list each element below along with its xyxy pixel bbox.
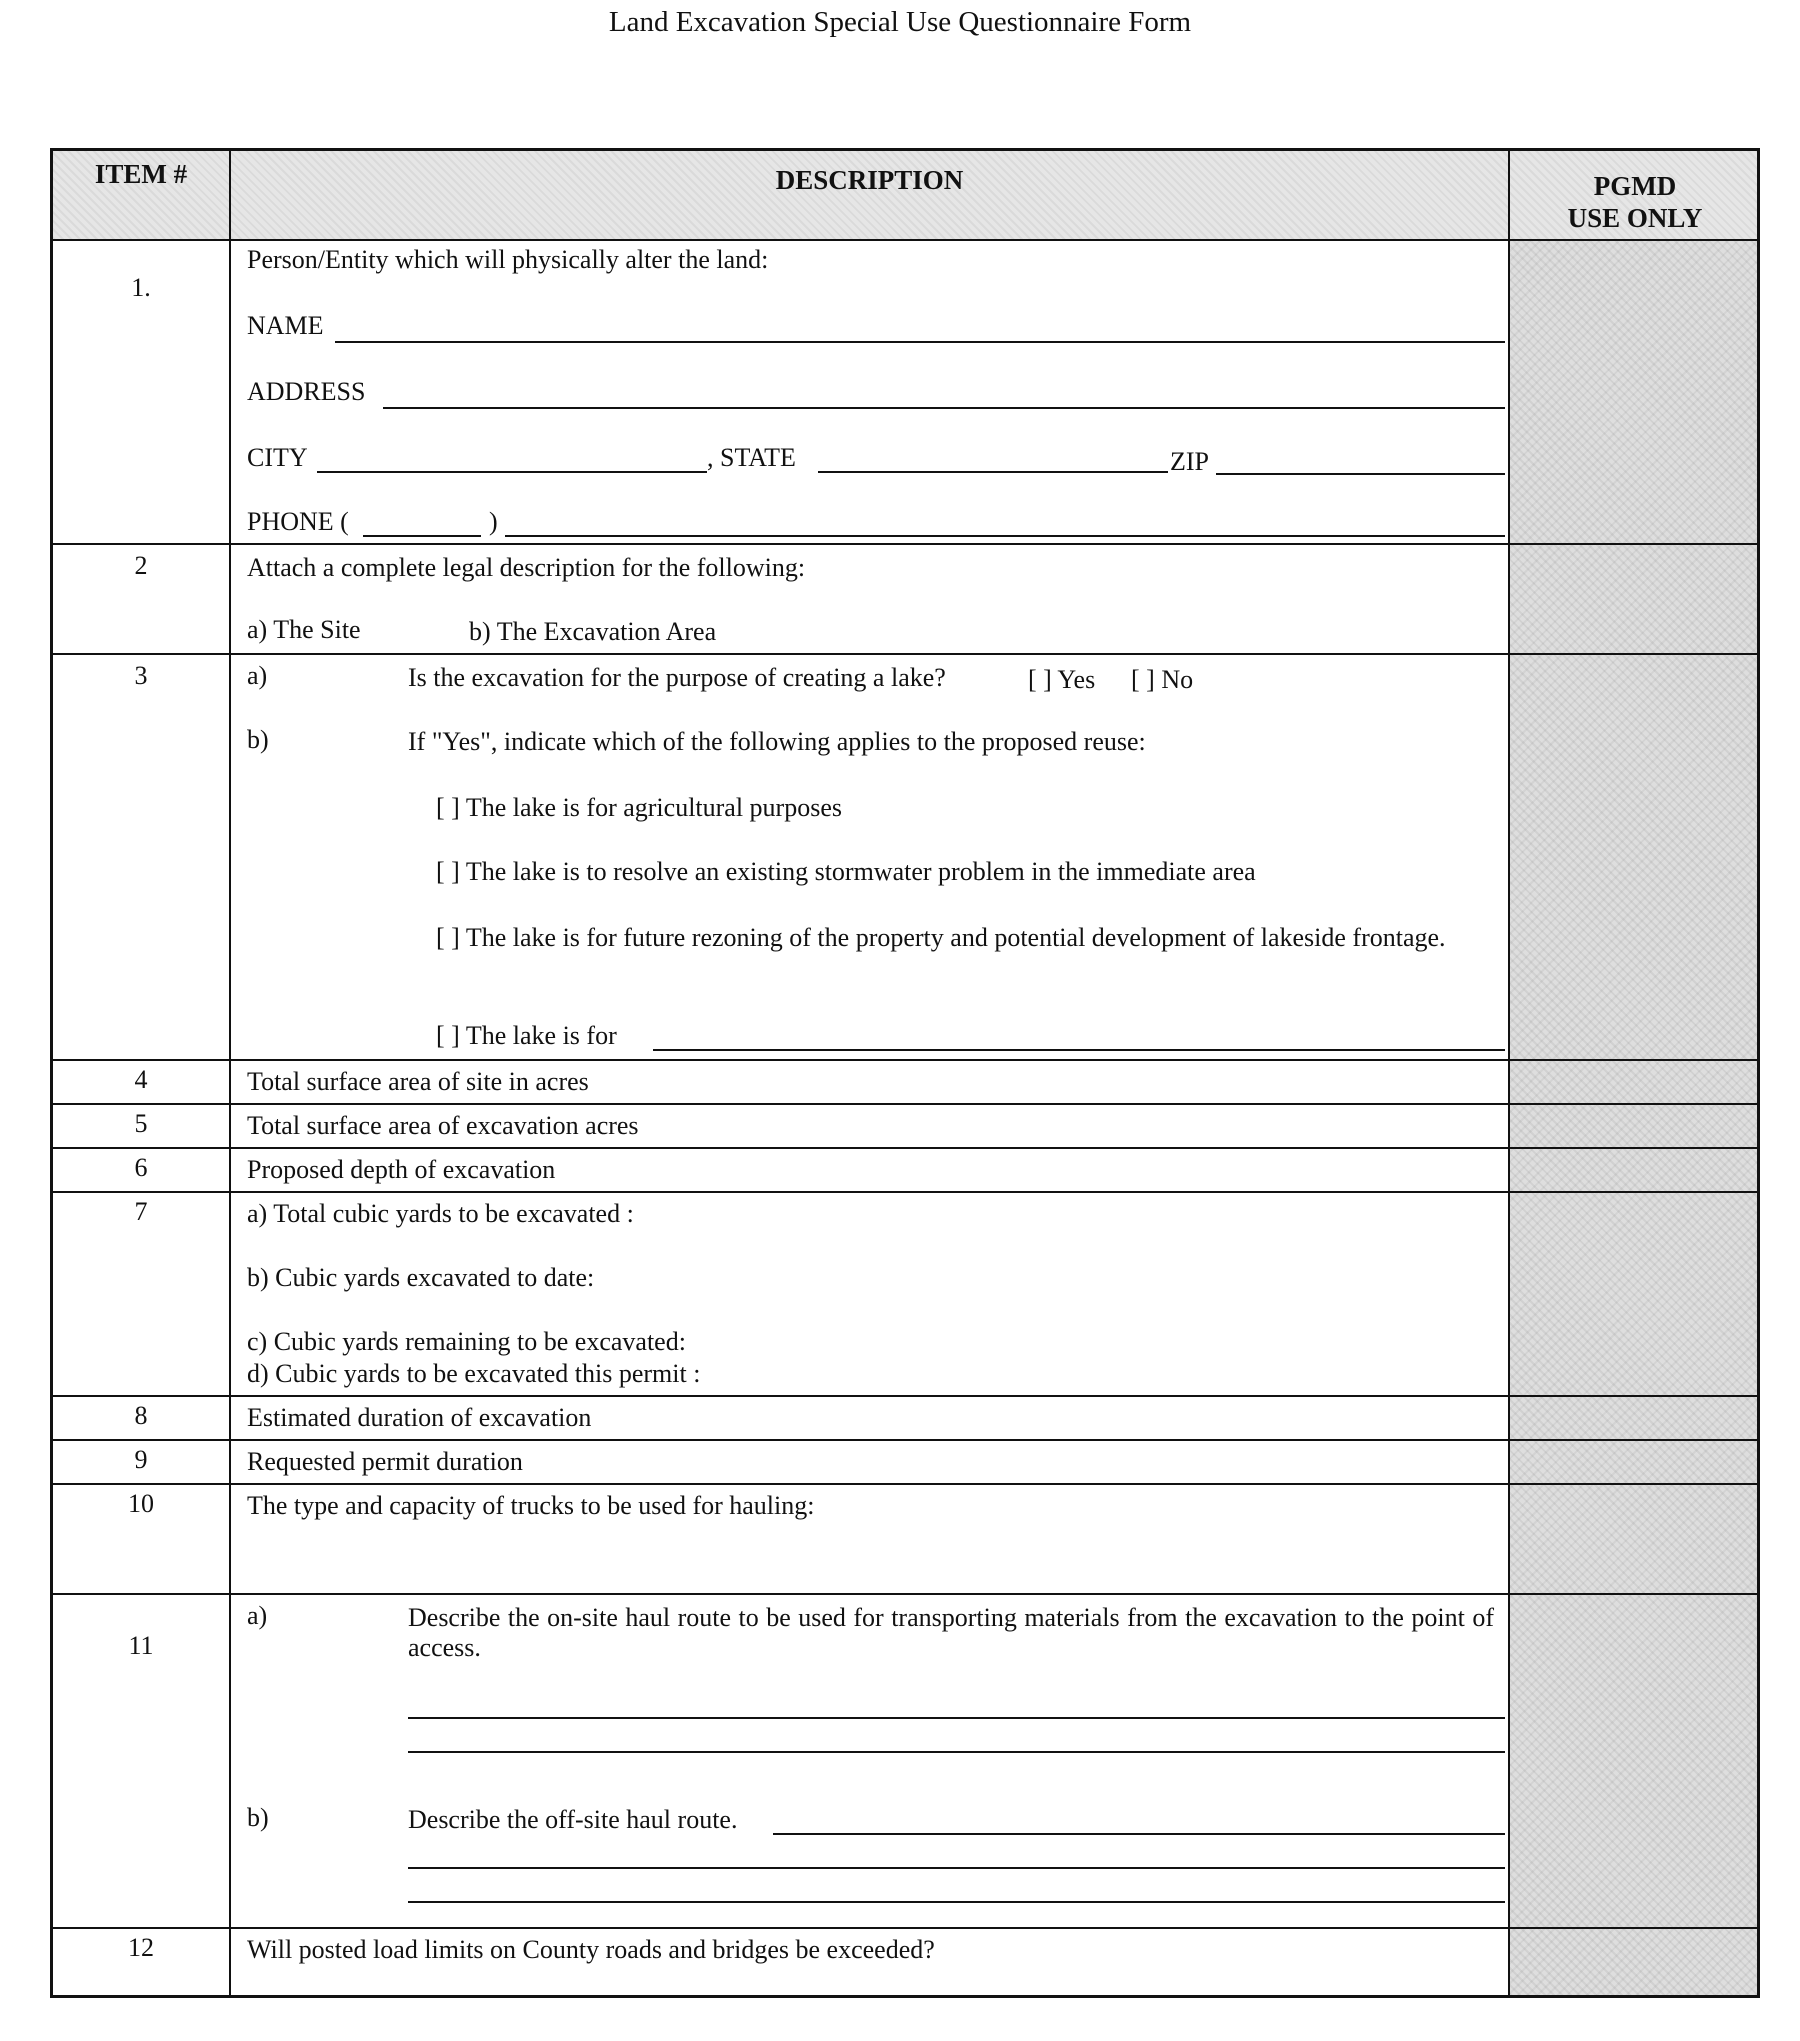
- row-separator: [53, 1147, 1757, 1149]
- no-checkbox[interactable]: [ ] No: [1131, 665, 1194, 694]
- column-divider-item: [229, 151, 231, 1995]
- row-separator: [53, 1927, 1757, 1929]
- reuse-rezoning-checkbox[interactable]: [ ] The lake is for future rezoning of the property and potential development of lakeside frontage.: [436, 923, 1446, 952]
- item-5-number: 5: [134, 1109, 148, 1138]
- row-separator: [53, 1439, 1757, 1441]
- item-6-number: 6: [134, 1153, 148, 1182]
- pgmd-use-only-column: [1510, 151, 1757, 1995]
- address-label: ADDRESS: [247, 377, 366, 406]
- name-label: NAME: [247, 311, 324, 340]
- row-separator: [53, 1483, 1757, 1485]
- state-field[interactable]: [818, 471, 1168, 473]
- phone-paren-close: ): [489, 507, 498, 536]
- item-10-number: 10: [128, 1489, 154, 1518]
- item-8-text: Estimated duration of excavation: [247, 1403, 592, 1432]
- item-8-number: 8: [134, 1401, 148, 1430]
- header-pgmd-line1: PGMD: [1593, 171, 1677, 201]
- state-label: , STATE: [707, 443, 796, 472]
- item-7c-text: c) Cubic yards remaining to be excavated:: [247, 1327, 686, 1356]
- row-separator: [53, 1191, 1757, 1193]
- item-11a-text: Describe the on-site haul route to be used for transporting materials from the excavation to the point of access.: [408, 1603, 1494, 1662]
- item-2-option-excavation-area: b) The Excavation Area: [469, 617, 717, 646]
- item-7a-text: a) Total cubic yards to be excavated :: [247, 1199, 634, 1228]
- questionnaire-table: [50, 148, 1760, 1998]
- address-field[interactable]: [383, 407, 1505, 409]
- offsite-route-line-2[interactable]: [408, 1867, 1505, 1869]
- phone-area-code-field[interactable]: [363, 535, 481, 537]
- item-4-text: Total surface area of site in acres: [247, 1067, 589, 1096]
- item-9-text: Requested permit duration: [247, 1447, 523, 1476]
- item-12-text: Will posted load limits on County roads and bridges be exceeded?: [247, 1935, 935, 1964]
- item-6-text: Proposed depth of excavation: [247, 1155, 556, 1184]
- item-7-number: 7: [134, 1197, 148, 1226]
- item-7d-text: d) Cubic yards to be excavated this permit :: [247, 1359, 701, 1388]
- item-3a-letter: a): [247, 661, 268, 690]
- item-1-prompt: Person/Entity which will physically alter the land:: [247, 245, 769, 274]
- item-12-number: 12: [128, 1933, 154, 1962]
- header-item-number: ITEM #: [94, 159, 188, 189]
- offsite-route-line-1[interactable]: [773, 1833, 1505, 1835]
- item-2-option-site: a) The Site: [247, 615, 361, 644]
- onsite-route-line-2[interactable]: [408, 1751, 1505, 1753]
- city-field[interactable]: [317, 471, 707, 473]
- row-separator: [53, 1103, 1757, 1105]
- reuse-other-field[interactable]: [653, 1049, 1505, 1051]
- reuse-stormwater-checkbox[interactable]: [ ] The lake is to resolve an existing stormwater problem in the immediate area: [436, 857, 1256, 886]
- row-separator: [53, 1059, 1757, 1061]
- offsite-route-line-3[interactable]: [408, 1901, 1505, 1903]
- name-field[interactable]: [335, 341, 1505, 343]
- item-9-number: 9: [134, 1445, 148, 1474]
- header-description: DESCRIPTION: [775, 165, 964, 195]
- column-divider-pgmd: [1508, 151, 1510, 1995]
- zip-field[interactable]: [1216, 473, 1505, 475]
- item-7b-text: b) Cubic yards excavated to date:: [247, 1263, 595, 1292]
- item-11a-letter: a): [247, 1601, 268, 1630]
- item-1-number: 1.: [131, 273, 151, 302]
- item-3b-letter: b): [247, 725, 269, 754]
- item-3a-question: Is the excavation for the purpose of creating a lake?: [408, 663, 946, 692]
- item-10-text: The type and capacity of trucks to be used for hauling:: [247, 1491, 815, 1520]
- item-3-number: 3: [134, 661, 148, 690]
- item-4-number: 4: [134, 1065, 148, 1094]
- page-title: Land Excavation Special Use Questionnaire Form: [608, 6, 1192, 38]
- reuse-other-checkbox[interactable]: [ ] The lake is for: [436, 1021, 617, 1050]
- item-11-number: 11: [128, 1631, 154, 1660]
- row-separator: [53, 543, 1757, 545]
- item-11b-letter: b): [247, 1803, 269, 1832]
- phone-number-field[interactable]: [505, 535, 1505, 537]
- item-11b-text: Describe the off-site haul route.: [408, 1805, 738, 1834]
- city-label: CITY: [247, 443, 308, 472]
- header-pgmd-line2: USE ONLY: [1567, 203, 1703, 233]
- row-separator: [53, 239, 1757, 241]
- item-5-text: Total surface area of excavation acres: [247, 1111, 639, 1140]
- row-separator: [53, 1395, 1757, 1397]
- phone-label: PHONE (: [247, 507, 349, 536]
- zip-label: ZIP: [1170, 447, 1209, 476]
- item-2-prompt: Attach a complete legal description for the following:: [247, 553, 806, 582]
- item-3b-question: If "Yes", indicate which of the following applies to the proposed reuse:: [408, 727, 1146, 756]
- reuse-agricultural-checkbox[interactable]: [ ] The lake is for agricultural purposes: [436, 793, 842, 822]
- row-separator: [53, 653, 1757, 655]
- item-2-number: 2: [134, 551, 148, 580]
- row-separator: [53, 1593, 1757, 1595]
- onsite-route-line-1[interactable]: [408, 1717, 1505, 1719]
- yes-checkbox[interactable]: [ ] Yes: [1028, 665, 1096, 694]
